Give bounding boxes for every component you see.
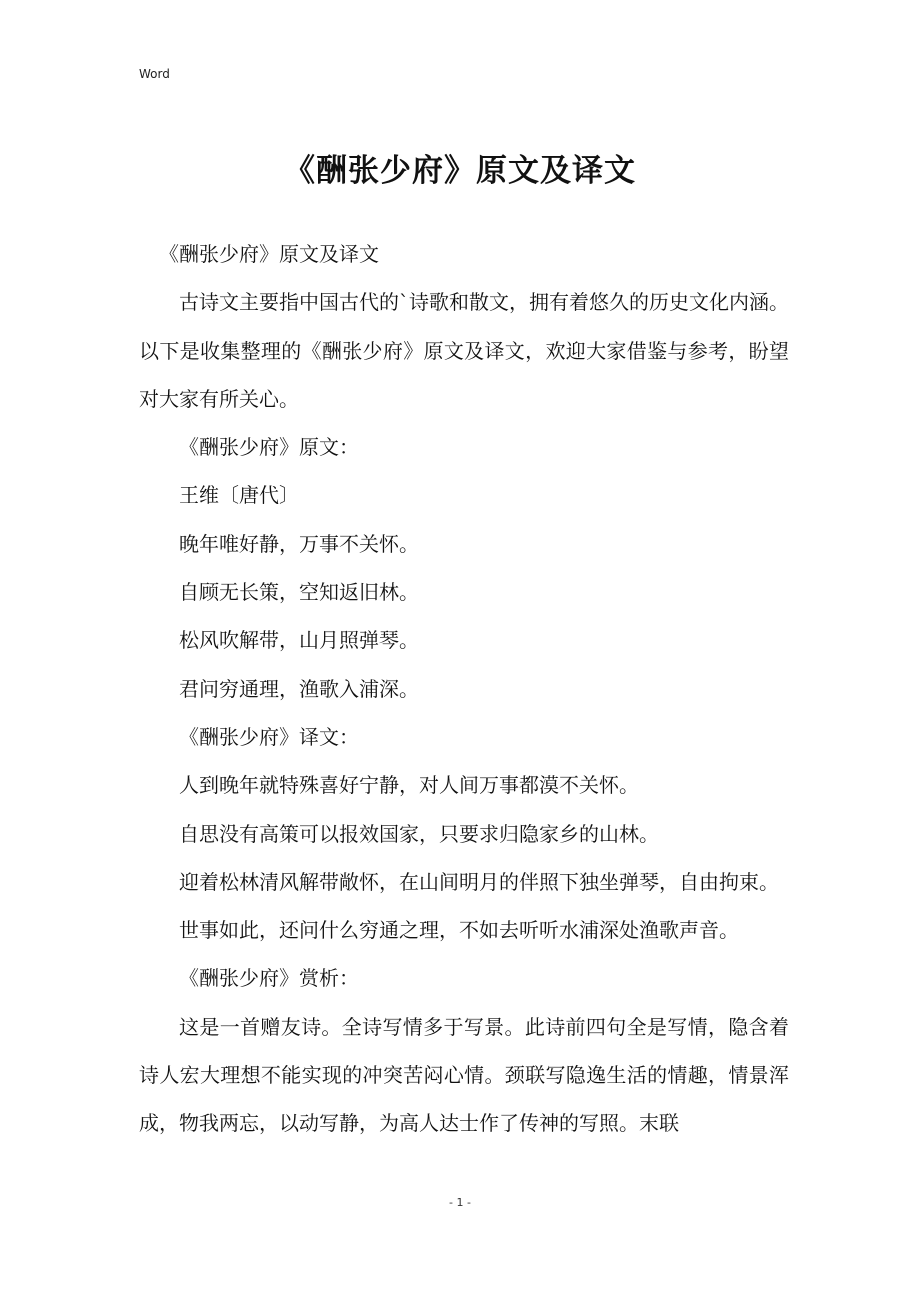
poem-line: 晚年唯好静，万事不关怀。 [179,531,419,556]
document-body [139,230,789,1148]
translation-line: 迎着松林清风解带敞怀，在山间明月的伴照下独坐弹琴，自由拘束。 [179,869,779,894]
translation-line: 世事如此，还问什么穷通之理，不如去听听水浦深处渔歌声音。 [179,918,739,943]
paragraph-intro: 古诗文主要指中国古代的`诗歌和散文，拥有着悠久的历史文化内涵。以下是收集整理的《酬张少府》原文及译文，欢迎大家借鉴与参考，盼望对大家有所关心。 [139,290,789,411]
section-heading-appreciation: 《酬张少府》赏析： [179,966,359,991]
page-number: - 1 - [449,1196,471,1209]
section-heading-original: 《酬张少府》原文： [179,435,359,460]
section-heading-translation: 《酬张少府》译文： [179,724,359,749]
translation-line: 人到晚年就特殊喜好宁静，对人间万事都漠不关怀。 [179,773,639,798]
poem-line: 松风吹解带，山月照弹琴。 [179,628,419,653]
poem-line: 君问穷通理，渔歌入浦深。 [179,676,419,701]
paragraph-subtitle: 《酬张少府》原文及译文 [159,242,379,266]
header-label: Word [139,67,170,81]
document-title: 《酬张少府》原文及译文 [284,153,636,189]
appreciation-paragraph: 这是一首赠友诗。全诗写情多于写景。此诗前四句全是写情，隐含着诗人宏大理想不能实现的冲突苦闷心情。颈联写隐逸生活的情趣，情景浑成，物我两忘，以动写静，为高人达士作了传神的写照。末联 [139,1014,789,1136]
translation-line: 自思没有高策可以报效国家，只要求归隐家乡的山林。 [179,821,659,846]
poem-author: 王维〔唐代〕 [179,483,299,508]
poem-line: 自顾无长策，空知返旧林。 [179,580,419,605]
